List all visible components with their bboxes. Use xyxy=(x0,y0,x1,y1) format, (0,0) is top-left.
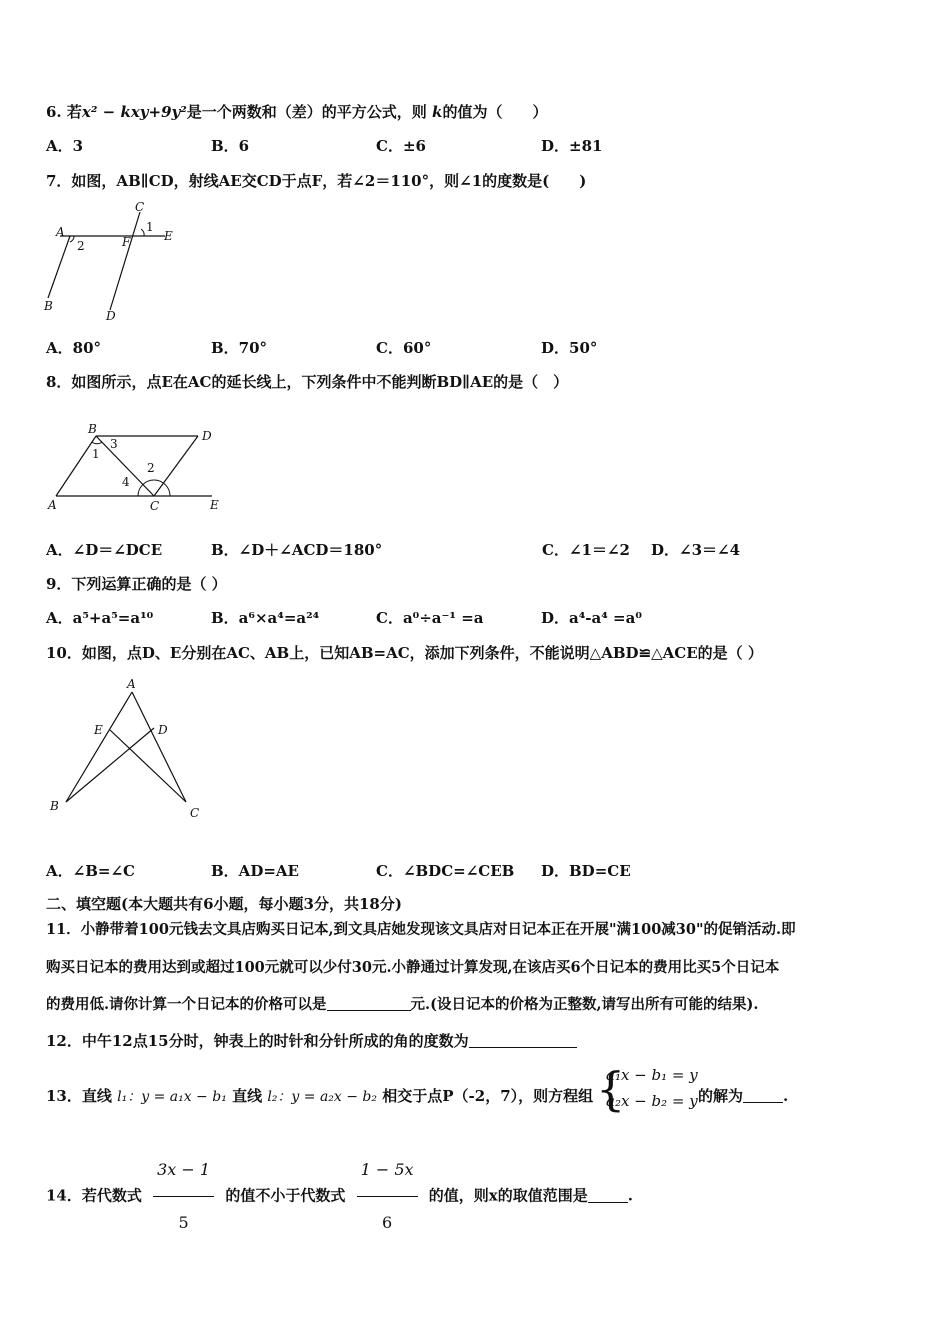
q13-brace: { xyxy=(596,1062,626,1116)
q10-label-b: B xyxy=(50,799,59,813)
q10-option-c[interactable]: C．∠BDC=∠CEB xyxy=(376,862,515,880)
q11-answer-blank[interactable] xyxy=(327,996,411,1011)
q7-label-e: E xyxy=(164,229,173,243)
q6-option-b[interactable]: B．6 xyxy=(211,137,250,155)
q7-option-a[interactable]: A．80° xyxy=(46,339,102,357)
q8-label-a: A xyxy=(48,498,57,512)
q8-stem: 8．如图所示，点E在AC的延长线上，下列条件中不能判断BD∥AE的是（ ） xyxy=(46,373,569,391)
q8-label-2: 2 xyxy=(147,461,155,475)
q8-option-b[interactable]: B．∠D＋∠ACD＝180° xyxy=(211,541,383,559)
q6-option-a[interactable]: A．3 xyxy=(46,137,84,155)
q7-option-d[interactable]: D．50° xyxy=(541,339,598,357)
q10-line-bd xyxy=(66,728,154,802)
q8-label-d: D xyxy=(202,429,212,443)
q10-option-a[interactable]: A．∠B=∠C xyxy=(46,862,135,880)
q8-option-a[interactable]: A．∠D＝∠DCE xyxy=(46,541,163,559)
q7-label-2: 2 xyxy=(77,239,85,253)
q12-stem: 12．中午12点15分时，钟表上的时针和分针所成的角的度数为 xyxy=(46,1031,577,1051)
q8-label-3: 3 xyxy=(110,437,118,451)
q10-line-ac xyxy=(132,692,186,802)
q8-label-b: B xyxy=(88,422,97,436)
q10-line-ab xyxy=(66,692,132,802)
q9-option-c[interactable]: C．a⁰÷a⁻¹ =a xyxy=(376,609,484,627)
q7-label-1: 1 xyxy=(146,220,154,234)
q9-option-d[interactable]: D．a⁴-a⁴ =a⁰ xyxy=(541,609,642,627)
q8-label-e: E xyxy=(210,498,219,512)
q14-fraction-1: $\frac{3x - 1}{5}$ xyxy=(153,1146,214,1247)
q10-label-c: C xyxy=(190,806,200,820)
q7-label-c: C xyxy=(135,200,145,214)
q10-label-a: A xyxy=(127,677,136,691)
q9-option-a[interactable]: A．a⁵+a⁵=a¹⁰ xyxy=(46,609,154,627)
q9-option-b[interactable]: B．a⁶×a⁴=a²⁴ xyxy=(211,609,320,627)
q7-option-c[interactable]: C．60° xyxy=(376,339,432,357)
q13-eq1: a₁x − b₁ = y xyxy=(606,1066,698,1084)
q7-label-a: A xyxy=(56,225,65,239)
q7-option-b[interactable]: B．70° xyxy=(211,339,268,357)
q10-label-e: E xyxy=(94,723,103,737)
q8-line-dc xyxy=(154,436,198,496)
q6-stem: 6. 若x² − kxy+9y²是一个两数和（差）的平方公式，则 k的值为（ ） xyxy=(46,103,548,121)
q8-option-c[interactable]: C．∠1＝∠2 xyxy=(542,541,630,559)
q10-stem: 10．如图，点D、E分别在AC、AB上，已知AB=AC，添加下列条件，不能说明△ABD≌△ACE的是（ ） xyxy=(46,644,763,662)
q7-label-f: F xyxy=(122,235,131,249)
q10-label-d: D xyxy=(158,723,168,737)
q6-option-d[interactable]: D．±81 xyxy=(541,137,603,155)
q13-tail: 的解为 . xyxy=(698,1087,789,1105)
q12-answer-blank[interactable] xyxy=(469,1033,577,1048)
q10-option-d[interactable]: D．BD=CE xyxy=(541,862,631,880)
q7-stem: 7．如图，AB∥CD，射线AE交CD于点F，若∠2＝110°，则∠1的度数是( ) xyxy=(46,172,587,190)
q9-stem: 9．下列运算正确的是（ ） xyxy=(46,575,227,593)
q7-line-cd xyxy=(110,212,140,310)
q13-stem: 13．直线 l₁：y = a₁x − b₁ 直线 l₂：y = a₂x − b₂ 相交于点P（-2，7），则方程组 xyxy=(46,1087,594,1105)
q8-figure xyxy=(40,420,230,515)
q7-line-ab xyxy=(48,236,70,298)
q10-figure xyxy=(44,672,214,827)
q10-option-b[interactable]: B．AD=AE xyxy=(211,862,299,880)
q14-fraction-2: $\frac{1 - 5x}{6}$ xyxy=(357,1146,418,1247)
q11-line3: 的费用低.请你计算一个日记本的价格可以是 元.(设日记本的价格为正整数,请写出所有可能的结果). xyxy=(46,996,759,1013)
q8-label-4: 4 xyxy=(122,475,130,489)
q14-stem: 14．若代数式 $\frac{3x - 1}{5}$ 的值不小于代数式 $\frac{1 - 5x}{6}$ 的值，则x的取值范围是 . xyxy=(46,1146,633,1247)
q8-line-ab xyxy=(56,436,96,496)
q8-label-1: 1 xyxy=(92,447,100,461)
q11-line2: 购买日记本的费用达到或超过100元就可以少付30元.小静通过计算发现,在该店买6个日记本的费用比买5个日记本 xyxy=(46,959,780,976)
q11-line1: 11．小静带着100元钱去文具店购买日记本,到文具店她发现该文具店对日记本正在开展"满100减30"的促销活动.即 xyxy=(46,921,796,938)
q7-label-b: B xyxy=(44,299,53,313)
q7-figure xyxy=(40,198,190,323)
section2-title: 二、填空题(本大题共有6小题，每小题3分，共18分) xyxy=(46,895,402,913)
q14-answer-blank[interactable] xyxy=(588,1188,628,1203)
q6-option-c[interactable]: C．±6 xyxy=(376,137,426,155)
q8-option-d[interactable]: D．∠3＝∠4 xyxy=(651,541,741,559)
q7-label-d: D xyxy=(106,309,116,323)
q13-eq2: a₂x − b₂ = y xyxy=(606,1092,698,1110)
q13-answer-blank[interactable] xyxy=(743,1088,783,1103)
q8-label-c: C xyxy=(150,499,160,513)
q10-line-ce xyxy=(110,730,186,802)
